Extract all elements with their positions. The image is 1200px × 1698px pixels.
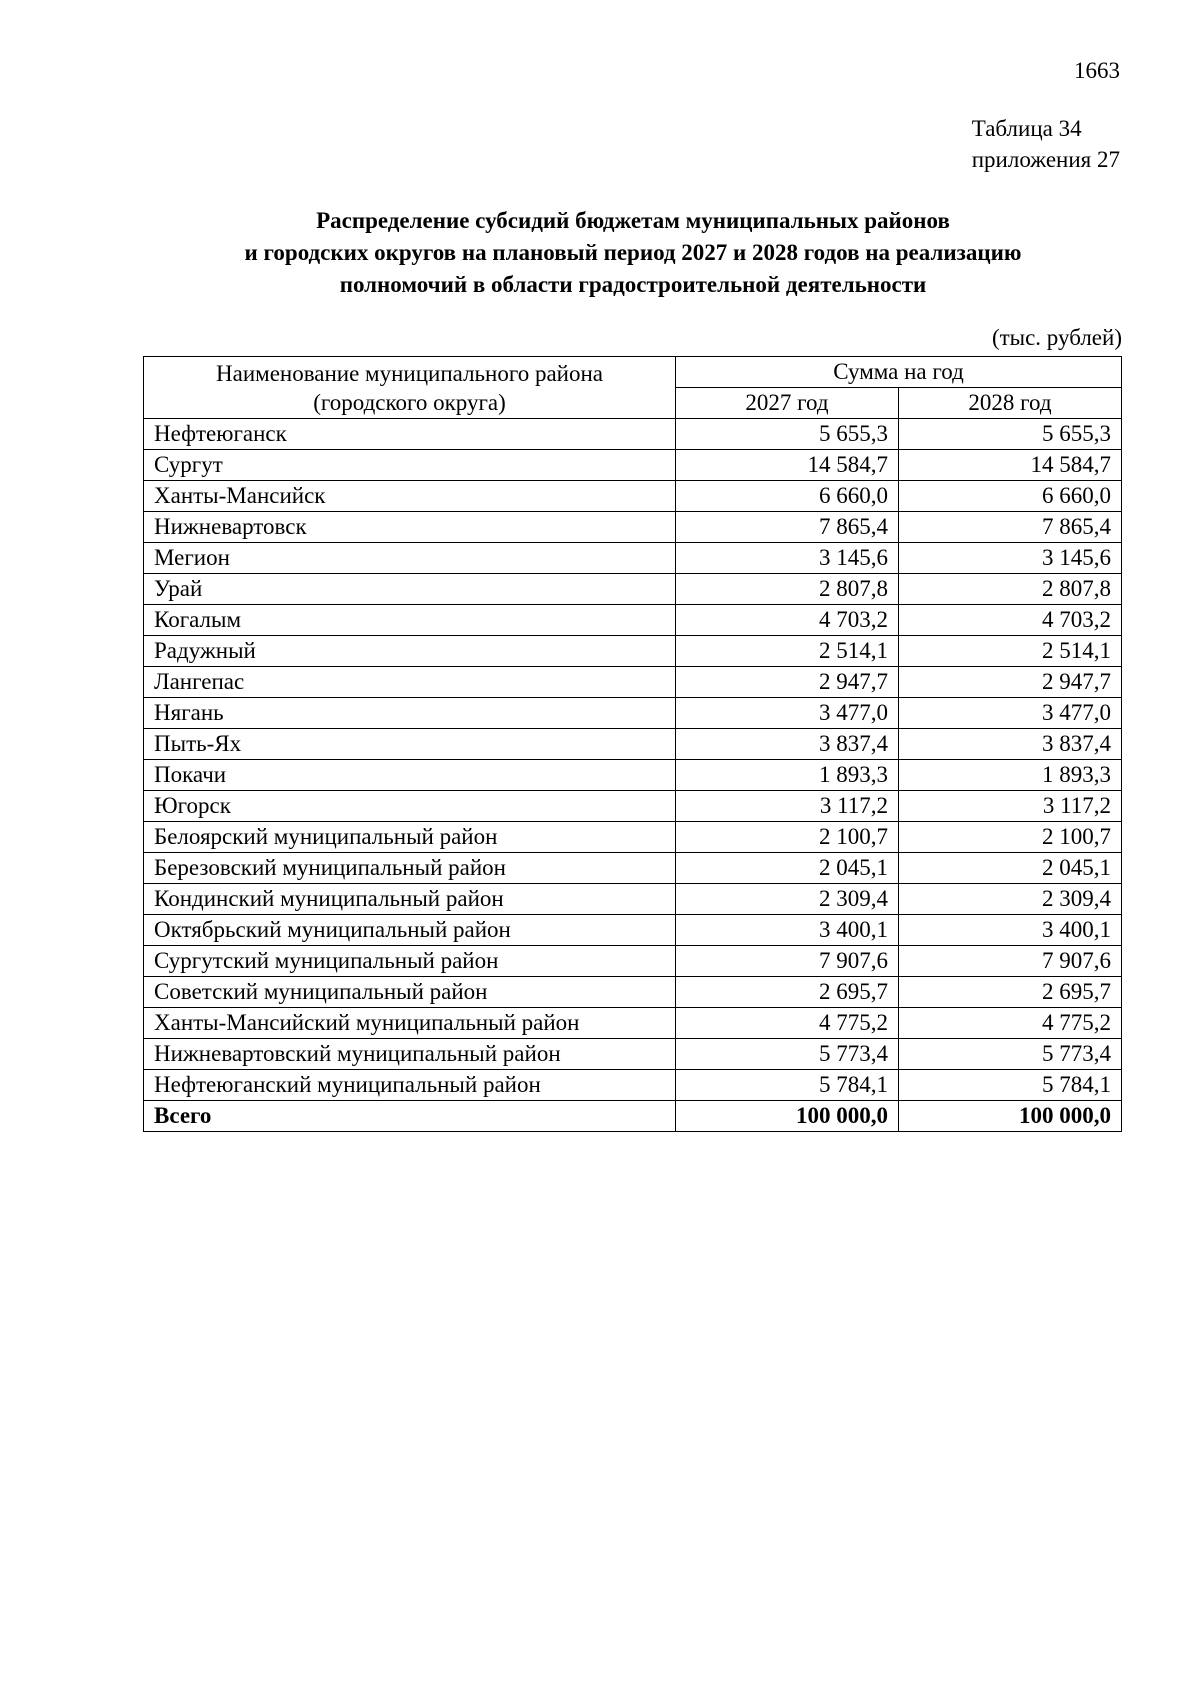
municipality-name-cell: Нягань	[144, 698, 676, 729]
municipality-name-cell: Белоярский муниципальный район	[144, 822, 676, 853]
municipality-name-cell: Ханты-Мансийск	[144, 481, 676, 512]
total-2028-cell: 100 000,0	[899, 1101, 1122, 1132]
municipality-name-cell: Урай	[144, 574, 676, 605]
table-row	[144, 574, 1122, 605]
amount-2027-cell: 7 865,4	[676, 512, 899, 543]
amount-2028-cell: 1 893,3	[899, 760, 1122, 791]
municipality-name-cell: Пыть-Ях	[144, 729, 676, 760]
title-line2: и городских округов на плановый период 2027 и 2028 годов на реализацию	[244, 240, 1022, 265]
document-title	[143, 205, 1123, 301]
header-municipality	[144, 357, 676, 419]
municipality-name-cell: Югорск	[144, 791, 676, 822]
table-row	[144, 481, 1122, 512]
header-municipality-line2: (городского округа)	[313, 389, 506, 415]
amount-2027-cell: 4 775,2	[676, 1008, 899, 1039]
municipality-name-cell: Березовский муниципальный район	[144, 853, 676, 884]
municipality-name-cell: Октябрьский муниципальный район	[144, 915, 676, 946]
amount-2028-cell: 7 907,6	[899, 946, 1122, 977]
municipality-name-cell: Покачи	[144, 760, 676, 791]
amount-2028-cell: 2 100,7	[899, 822, 1122, 853]
amount-2027-cell: 3 145,6	[676, 543, 899, 574]
table-row	[144, 1039, 1122, 1070]
title-line3: полномочий в области градостроительной деятельности	[339, 272, 927, 297]
table-row	[144, 1008, 1122, 1039]
title-line1: Распределение субсидий бюджетам муниципальных районов	[316, 208, 950, 233]
amount-2027-cell: 5 784,1	[676, 1070, 899, 1101]
table-row	[144, 605, 1122, 636]
amount-2027-cell: 7 907,6	[676, 946, 899, 977]
units-label: (тыс. рублей)	[991, 325, 1122, 350]
municipality-name-cell: Нефтеюганск	[144, 419, 676, 450]
table-row	[144, 884, 1122, 915]
amount-2027-cell: 3 400,1	[676, 915, 899, 946]
total-row	[144, 1101, 1122, 1132]
table-reference-line2: приложения 27	[971, 147, 1120, 172]
header-year-2027: 2027 год	[676, 388, 899, 419]
amount-2028-cell: 4 703,2	[899, 605, 1122, 636]
amount-2028-cell: 3 117,2	[899, 791, 1122, 822]
amount-2027-cell: 5 655,3	[676, 419, 899, 450]
amount-2027-cell: 2 514,1	[676, 636, 899, 667]
total-label-cell: Всего	[144, 1101, 676, 1132]
table-row	[144, 667, 1122, 698]
amount-2027-cell: 4 703,2	[676, 605, 899, 636]
municipality-name-cell: Когалым	[144, 605, 676, 636]
municipality-name-cell: Сургутский муниципальный район	[144, 946, 676, 977]
amount-2027-cell: 3 477,0	[676, 698, 899, 729]
table-row	[144, 853, 1122, 884]
amount-2028-cell: 2 807,8	[899, 574, 1122, 605]
amount-2027-cell: 14 584,7	[676, 450, 899, 481]
amount-2028-cell: 5 784,1	[899, 1070, 1122, 1101]
table-reference-line1: Таблица 34	[971, 116, 1082, 141]
table-row	[144, 915, 1122, 946]
amount-2028-cell: 2 309,4	[899, 884, 1122, 915]
amount-2028-cell: 2 695,7	[899, 977, 1122, 1008]
amount-2028-cell: 14 584,7	[899, 450, 1122, 481]
amount-2027-cell: 5 773,4	[676, 1039, 899, 1070]
amount-2028-cell: 4 775,2	[899, 1008, 1122, 1039]
amount-2028-cell: 2 045,1	[899, 853, 1122, 884]
municipality-name-cell: Радужный	[144, 636, 676, 667]
municipality-name-cell: Ханты-Мансийский муниципальный район	[144, 1008, 676, 1039]
amount-2028-cell: 3 477,0	[899, 698, 1122, 729]
amount-2027-cell: 2 045,1	[676, 853, 899, 884]
table-row	[144, 822, 1122, 853]
amount-2027-cell: 1 893,3	[676, 760, 899, 791]
municipality-name-cell: Советский муниципальный район	[144, 977, 676, 1008]
amount-2028-cell: 3 837,4	[899, 729, 1122, 760]
table-reference	[972, 113, 1120, 175]
table-row	[144, 946, 1122, 977]
municipality-name-cell: Нефтеюганский муниципальный район	[144, 1070, 676, 1101]
amount-2027-cell: 2 807,8	[676, 574, 899, 605]
table-row	[144, 760, 1122, 791]
table-row	[144, 419, 1122, 450]
amount-2028-cell: 3 400,1	[899, 915, 1122, 946]
subsidy-table	[143, 356, 1122, 1132]
total-2027-cell: 100 000,0	[676, 1101, 899, 1132]
amount-2028-cell: 2 514,1	[899, 636, 1122, 667]
amount-2028-cell: 7 865,4	[899, 512, 1122, 543]
amount-2028-cell: 3 145,6	[899, 543, 1122, 574]
municipality-name-cell: Нижневартовск	[144, 512, 676, 543]
table-row	[144, 636, 1122, 667]
amount-2028-cell: 5 655,3	[899, 419, 1122, 450]
table-body	[144, 419, 1122, 1132]
amount-2027-cell: 3 837,4	[676, 729, 899, 760]
header-year-2028: 2028 год	[899, 388, 1122, 419]
municipality-name-cell: Лангепас	[144, 667, 676, 698]
table-row	[144, 977, 1122, 1008]
table-row	[144, 450, 1122, 481]
table-row	[144, 791, 1122, 822]
municipality-name-cell: Сургут	[144, 450, 676, 481]
municipality-name-cell: Мегион	[144, 543, 676, 574]
table-row	[144, 1070, 1122, 1101]
table-header-row	[144, 357, 1122, 388]
table-row	[144, 512, 1122, 543]
amount-2028-cell: 5 773,4	[899, 1039, 1122, 1070]
amount-2027-cell: 2 695,7	[676, 977, 899, 1008]
table-row	[144, 543, 1122, 574]
header-sum-per-year: Сумма на год	[676, 357, 1122, 388]
amount-2027-cell: 2 100,7	[676, 822, 899, 853]
amount-2027-cell: 2 947,7	[676, 667, 899, 698]
amount-2028-cell: 6 660,0	[899, 481, 1122, 512]
amount-2028-cell: 2 947,7	[899, 667, 1122, 698]
amount-2027-cell: 2 309,4	[676, 884, 899, 915]
table-row	[144, 698, 1122, 729]
header-municipality-line1: Наименование муниципального района	[216, 360, 603, 386]
table-row	[144, 729, 1122, 760]
amount-2027-cell: 6 660,0	[676, 481, 899, 512]
municipality-name-cell: Нижневартовский муниципальный район	[144, 1039, 676, 1070]
page-number: 1663	[1074, 58, 1120, 83]
amount-2027-cell: 3 117,2	[676, 791, 899, 822]
municipality-name-cell: Кондинский муниципальный район	[144, 884, 676, 915]
